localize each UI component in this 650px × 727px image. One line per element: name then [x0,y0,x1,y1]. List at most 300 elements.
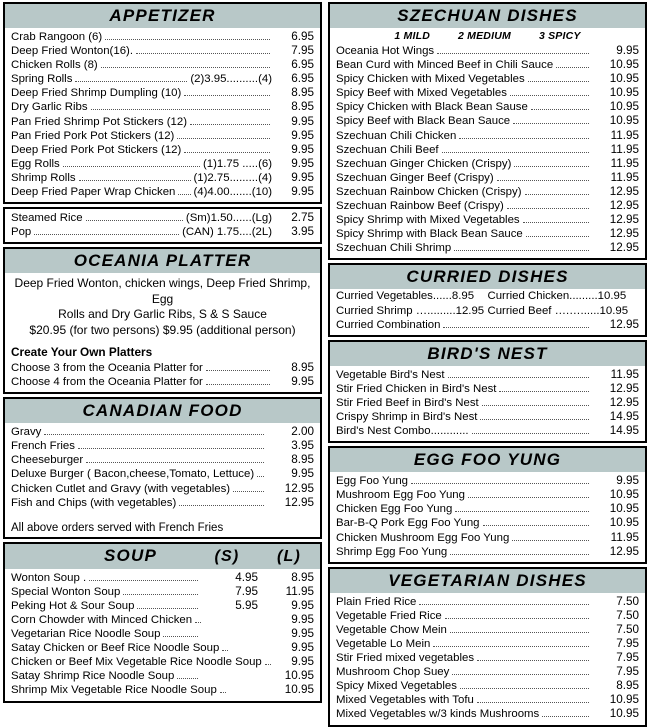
soup-item-price-large: 9.95 [291,641,314,655]
dot-leader [482,405,589,406]
menu-item-name: Spicy Mixed Vegetables [336,680,457,693]
menu-item-row [11,157,314,171]
menu-item-name: Chicken Cutlet and Gravy (with vegetables) [11,482,231,495]
menu-item-row [11,225,314,239]
dot-leader [75,81,187,82]
section-curried-dishes [328,263,647,336]
oceania-pricing-line: $20.95 (for two persons) $9.95 (additional person) [29,322,296,337]
menu-item-price: 10.95 [609,72,639,86]
menu-item-name: Szechuan Ginger Beef (Crispy) [336,171,494,184]
soup-item-name: Corn Chowder with Minced Chicken [11,613,193,626]
menu-item-name: Mushroom Chop Suey [336,666,450,679]
menu-item-name: Choose 3 from the Oceania Platter for [11,361,203,374]
menu-item-price: 8.95 [291,360,314,374]
menu-item-portion: (2)3.95..........(4) [190,73,272,86]
dot-leader [63,166,200,167]
right-column [325,0,650,721]
menu-item-row [336,114,639,128]
curried-item-row [488,304,640,318]
menu-item-name: Gravy [11,426,42,439]
menu-item-row [336,707,639,721]
soup-item-price-large: 9.95 [291,655,314,669]
dot-leader [222,650,228,651]
menu-item-portion: (1)2.75.........(4) [193,171,272,184]
menu-item-price: 7.95 [616,651,639,665]
create-your-own-heading: Create Your Own Platters [11,344,153,359]
szechuan-item-list [330,42,645,258]
menu-item-name: Bird's Nest Combo............ [336,425,469,438]
spice-level-1: 1 MILD [394,30,430,42]
dot-leader [178,194,190,195]
dot-leader [184,95,270,96]
menu-item-price: 3.95 [291,439,314,453]
section-vegetarian-dishes [328,567,647,727]
dot-leader [483,525,589,526]
section-appetizer [3,2,322,204]
soup-item-price-small: 7.95 [235,584,258,598]
menu-item-row [336,318,639,332]
soup-item-row [11,683,314,697]
menu-item-name: Crab Rangoon (6) [11,31,103,43]
menu-item-price: 11.95 [610,156,639,170]
dot-leader [437,53,589,54]
menu-item-row [336,185,639,199]
dot-leader [452,674,589,675]
soup-item-row [11,627,314,641]
dot-leader [79,180,191,181]
menu-item-row [336,44,639,58]
dot-leader [184,152,270,153]
menu-item-price: 9.95 [291,375,314,389]
menu-item-name: French Fries [11,440,75,453]
oceania-description-line-2: Rolls and Dry Garlic Ribs, S & S Sauce [58,307,267,322]
soup-item-row [11,613,314,627]
dot-leader [257,476,264,477]
menu-item-name: Szechuan Ginger Chicken (Crispy) [336,157,512,170]
menu-item-name: Spring Rolls [11,73,73,86]
section-title-szechuan-dishes: SZECHUAN DISHES [330,4,645,28]
menu-item-row [11,467,314,481]
section-szechuan-dishes [328,2,647,260]
menu-item-row [11,129,314,143]
curried-combination-row [330,318,645,335]
soup-item-row [11,599,314,613]
dot-leader [137,608,198,609]
dot-leader [206,370,270,371]
menu-item-price: 10.95 [609,114,639,128]
menu-item-name: Pan Fried Shrimp Pot Stickers (12) [11,115,187,128]
soup-item-name: Peking Hot & Sour Soup [11,599,135,612]
soup-item-price-large: 8.95 [291,570,314,584]
section-title-vegetarian-dishes: VEGETARIAN DISHES [330,569,645,593]
curried-item-row [336,289,488,303]
soup-item-row [11,585,314,599]
menu-item-row [336,679,639,693]
menu-item-row [336,382,639,396]
menu-item-name: Vegetable Fried Rice [336,609,442,622]
menu-item-price: 9.95 [291,156,314,170]
menu-item-name: Stir Fried mixed vegetables [336,652,475,665]
dot-leader [179,505,264,506]
menu-item-price: 11.95 [610,530,639,544]
menu-item-name: Spicy Shrimp with Mixed Vegetables [336,214,520,227]
sides-item-list [5,209,320,242]
menu-item-row [336,157,639,171]
menu-item-row [336,86,639,100]
soup-item-price-large: 9.95 [291,627,314,641]
menu-item-price: 2.00 [291,425,314,439]
dot-leader [480,419,589,420]
menu-item-name: Deep Fried Pork Pot Stickers (12) [11,143,182,156]
menu-item-row [336,531,639,545]
menu-item-row [11,185,314,199]
menu-item-row [336,100,639,114]
dot-leader [514,166,589,167]
menu-item-name: Chicken Rolls (8) [11,59,98,72]
section-title-soup [5,544,320,569]
menu-item-portion: (CAN) 1.75....(2L) [182,226,272,239]
menu-item-row [336,693,639,707]
dot-leader [556,67,589,68]
menu-item-price: 9.95 [291,142,314,156]
menu-item-price: 10.95 [609,707,639,721]
menu-item-row [11,425,314,439]
menu-item-price: 7.95 [291,44,314,58]
soup-item-name: Wonton Soup . [11,571,87,584]
soup-item-price-large: 9.95 [291,598,314,612]
soup-item-name: Satay Chicken or Beef Rice Noodle Soup [11,642,220,655]
dot-leader [472,433,589,434]
menu-item-name: Vegetable Chow Mein [336,623,447,636]
menu-item-price: 7.50 [616,608,639,622]
menu-item-price: 6.95 [291,72,314,86]
menu-item-price: 9.95 [616,474,639,488]
menu-item-row [336,637,639,651]
soup-item-row [11,571,314,585]
dot-leader [34,234,179,235]
menu-item-price: 10.95 [609,693,639,707]
dot-leader [448,377,589,378]
menu-item-price: 9.95 [291,128,314,142]
menu-item-price: 2.75 [291,211,314,225]
section-title-oceania-platter: OCEANIA PLATTER [5,249,320,273]
menu-item-price: 12.95 [609,544,639,558]
dot-leader [510,95,589,96]
menu-item-name: Bar-B-Q Pork Egg Foo Yung [336,517,480,530]
menu-item-price: 14.95 [609,424,639,438]
menu-item-price: 10.95 [609,58,639,72]
menu-item-row [11,100,314,114]
menu-item-price: 12.95 [284,495,314,509]
dot-leader [460,688,589,689]
spice-level-2: 2 MEDIUM [458,30,511,42]
menu-item-row [336,227,639,241]
dot-leader [123,594,198,595]
section-oceania-platter [3,247,322,394]
dot-leader [233,491,264,492]
dot-leader [136,53,270,54]
dot-leader [477,702,589,703]
menu-item-row [336,474,639,488]
menu-item-price: 9.95 [291,467,314,481]
section-title-canadian-food: CANADIAN FOOD [5,399,320,423]
dot-leader [220,692,226,693]
dot-leader [450,554,589,555]
menu-item-row [336,651,639,665]
dot-leader [163,636,198,637]
oceania-description [5,273,320,340]
menu-item-name: Mixed Vegetables with Tofu [336,694,474,707]
menu-item-price: 11.95 [610,170,639,184]
menu-item-price: 10.95 [609,86,639,100]
menu-item-price: 12.95 [609,213,639,227]
menu-item-name: Spicy Beef with Black Bean Sauce [336,115,511,128]
menu-item-name: Szechuan Chili Beef [336,143,439,156]
menu-item-price: 7.50 [616,622,639,636]
section-birds-nest [328,340,647,443]
menu-item-row [11,115,314,129]
dot-leader [468,497,589,498]
menu-item-name: Shrimp Egg Foo Yung [336,545,448,558]
section-title-egg-foo-yung: EGG FOO YUNG [330,448,645,472]
menu-item-name: Spicy Beef with Mixed Vegetables [336,87,507,100]
left-column [0,0,325,697]
menu-item-name: Mixed Vegetables w/3 kinds Mushrooms [336,708,540,721]
oceania-description-line-1: Deep Fried Wonton, chicken wings, Deep Fried Shrimp, Egg [14,276,311,306]
menu-item-row [336,595,639,609]
soup-column-small-label: (S) [214,547,240,565]
soup-item-name: Special Wonton Soup [11,585,121,598]
soup-item-price-large: 10.95 [284,683,314,697]
vegetarian-item-list [330,593,645,725]
dot-leader [419,604,589,605]
dot-leader [459,138,589,139]
menu-item-row [11,439,314,453]
dot-leader [499,391,589,392]
menu-item-row [336,424,639,438]
menu-item-price: 14.95 [609,409,639,423]
dot-leader [512,540,589,541]
menu-item-row [11,143,314,157]
menu-item-name: Pan Fried Pork Pot Stickers (12) [11,129,175,142]
curried-item-name: Curried Chicken.........10.95 [487,290,627,303]
menu-item-name: Crispy Shrimp in Bird's Nest [336,410,478,423]
menu-item-name: Deluxe Burger ( Bacon,cheese,Tomato, Lettuce) [11,468,255,481]
soup-item-row [11,669,314,683]
menu-item-row [11,361,314,375]
menu-item-price: 8.95 [616,679,639,693]
menu-item-row [11,30,314,44]
menu-item-price: 12.95 [609,395,639,409]
soup-item-name: Satay Shrimp Rice Noodle Soup [11,670,175,683]
dot-leader [454,250,589,251]
menu-item-name: Spicy Shrimp with Black Bean Sauce [336,228,523,241]
menu-item-price: 11.95 [610,367,639,381]
menu-item-price: 6.95 [291,58,314,72]
soup-column-large-label: (L) [276,547,302,565]
menu-item-price: 8.95 [291,86,314,100]
menu-item-name: Mushroom Egg Foo Yung [336,489,465,502]
dot-leader [433,646,589,647]
menu-item-name: Fish and Chips (with vegetables) [11,496,177,509]
menu-item-price: 9.95 [291,170,314,184]
menu-item-portion: (1)1.75 .....(6) [202,157,272,170]
menu-item-price: 9.95 [291,114,314,128]
dot-leader [86,462,264,463]
menu-item-price: 8.95 [291,100,314,114]
spice-level-3: 3 SPICY [538,30,581,42]
curried-item-row [488,289,640,303]
soup-item-price-small: 5.95 [235,598,258,612]
menu-item-price: 11.95 [610,142,639,156]
dot-leader [177,678,198,679]
dot-leader [443,327,589,328]
menu-item-price: 12.95 [609,227,639,241]
dot-leader [442,152,589,153]
menu-item-name: Szechuan Rainbow Beef (Crispy) [336,200,504,213]
menu-item-name: Cheeseburger [11,454,84,467]
menu-item-row [11,496,314,510]
curried-item-name: Curried Shrimp ….........12.95 [336,304,485,317]
menu-item-name: Deep Fried Wonton(16). [11,45,133,58]
soup-item-name: Chicken or Beef Mix Vegetable Rice Noodle Soup [11,656,262,669]
menu-item-price: 7.50 [616,594,639,608]
menu-item-name: Szechuan Rainbow Chicken (Crispy) [336,185,522,198]
menu-item-name: Egg Rolls [11,157,60,170]
soup-item-price-small: 4.95 [235,570,258,584]
menu-item-row [11,72,314,86]
menu-item-name: Deep Fried Shrimp Dumpling (10) [11,87,182,100]
menu-item-price: 11.95 [610,128,639,142]
menu-item-row [11,86,314,100]
menu-item-row [336,609,639,623]
curried-item-name: Curried Beef ….…......10.95 [487,304,629,317]
menu-item-name: Shrimp Rolls [11,171,76,184]
menu-item-price: 3.95 [291,225,314,239]
section-title-soup-label: SOUP [104,545,157,565]
dot-leader [523,222,589,223]
menu-item-name: Vegetable Lo Mein [336,638,431,650]
menu-item-price: 12.95 [284,481,314,495]
menu-item-row [11,44,314,58]
menu-item-name: Vegetable Bird's Nest [336,368,445,381]
menu-item-name: Chicken Egg Foo Yung [336,503,453,516]
menu-item-portion: (4)4.00.......(10) [193,186,272,199]
dot-leader [105,39,270,40]
menu-item-row [11,375,314,389]
menu-item-row [336,241,639,255]
menu-item-name: Spicy Chicken with Mixed Vegetables [336,73,525,86]
soup-item-row [11,641,314,655]
soup-item-name: Shrimp Mix Vegetable Rice Noodle Soup [11,684,217,697]
menu-item-price: 12.95 [609,184,639,198]
dot-leader [531,109,589,110]
section-soup [3,542,322,703]
menu-item-row [336,129,639,143]
soup-item-row [11,655,314,669]
soup-item-price-large: 10.95 [284,669,314,683]
menu-item-price: 9.95 [616,44,639,57]
menu-item-name: Szechuan Chili Shrimp [336,242,452,255]
dot-leader [526,236,589,237]
dot-leader [195,622,201,623]
menu-item-row [11,58,314,72]
dot-leader [542,716,589,717]
dot-leader [450,632,589,633]
menu-item-row [11,171,314,185]
menu-item-row [336,545,639,559]
dot-leader [91,109,270,110]
menu-item-price: 6.95 [291,30,314,43]
menu-item-name: Pop [11,226,32,239]
menu-item-row [336,72,639,86]
menu-item-row [11,482,314,496]
soup-item-list [5,569,320,701]
soup-item-price-large: 9.95 [291,612,314,626]
dot-leader [86,220,183,221]
dot-leader [78,448,264,449]
menu-item-name: Bean Curd with Minced Beef in Chili Sauce [336,59,554,72]
curried-left-column [336,289,488,317]
dot-leader [177,138,270,139]
section-title-birds-nest: BIRD'S NEST [330,342,645,366]
menu-item-name: Choose 4 from the Oceania Platter for [11,376,203,389]
dot-leader [44,434,264,435]
section-canadian-food [3,397,322,539]
menu-item-price: 7.95 [616,665,639,679]
menu-item-name: Chicken Mushroom Egg Foo Yung [336,531,510,544]
curried-item-name: Curried Vegetables......8.95 [336,290,475,303]
menu-item-price: 12.95 [609,381,639,395]
curried-item-grid [330,289,645,317]
section-title-curried-dishes: CURRIED DISHES [330,265,645,289]
dot-leader [190,124,270,125]
menu-item-row [336,368,639,382]
menu-item-price: 7.95 [616,637,639,650]
canadian-food-item-list [5,423,320,513]
menu-item-price: 12.95 [609,241,639,255]
section-sides [3,207,322,244]
birds-nest-item-list [330,366,645,441]
menu-item-name: Egg Foo Yung [336,475,408,488]
dot-leader [497,180,589,181]
curried-right-column [488,289,640,317]
menu-item-row [336,213,639,227]
menu-item-name: Stir Fried Beef in Bird's Nest [336,396,479,409]
dot-leader [525,194,590,195]
menu-item-row [336,143,639,157]
section-egg-foo-yung [328,446,647,564]
dot-leader [445,618,589,619]
menu-item-row [336,488,639,502]
soup-item-name: Vegetarian Rice Noodle Soup [11,628,161,641]
menu-item-price: 10.95 [609,502,639,516]
menu-item-row [336,58,639,72]
menu-item-row [336,199,639,213]
curried-item-row [336,304,488,318]
soup-item-price-large: 11.95 [285,584,314,598]
menu-item-row [11,453,314,467]
menu-item-name: Spicy Chicken with Black Bean Sause [336,101,528,114]
menu-item-price: 10.95 [609,516,639,530]
menu-item-price: 9.95 [291,185,314,199]
menu-item-name: Stir Fried Chicken in Bird's Nest [336,382,497,395]
menu-item-name: Steamed Rice [11,212,83,225]
menu-item-row [336,665,639,679]
dot-leader [101,67,270,68]
menu-item-portion: (Sm)1.50......(Lg) [185,212,272,225]
create-your-own-list [5,359,320,392]
